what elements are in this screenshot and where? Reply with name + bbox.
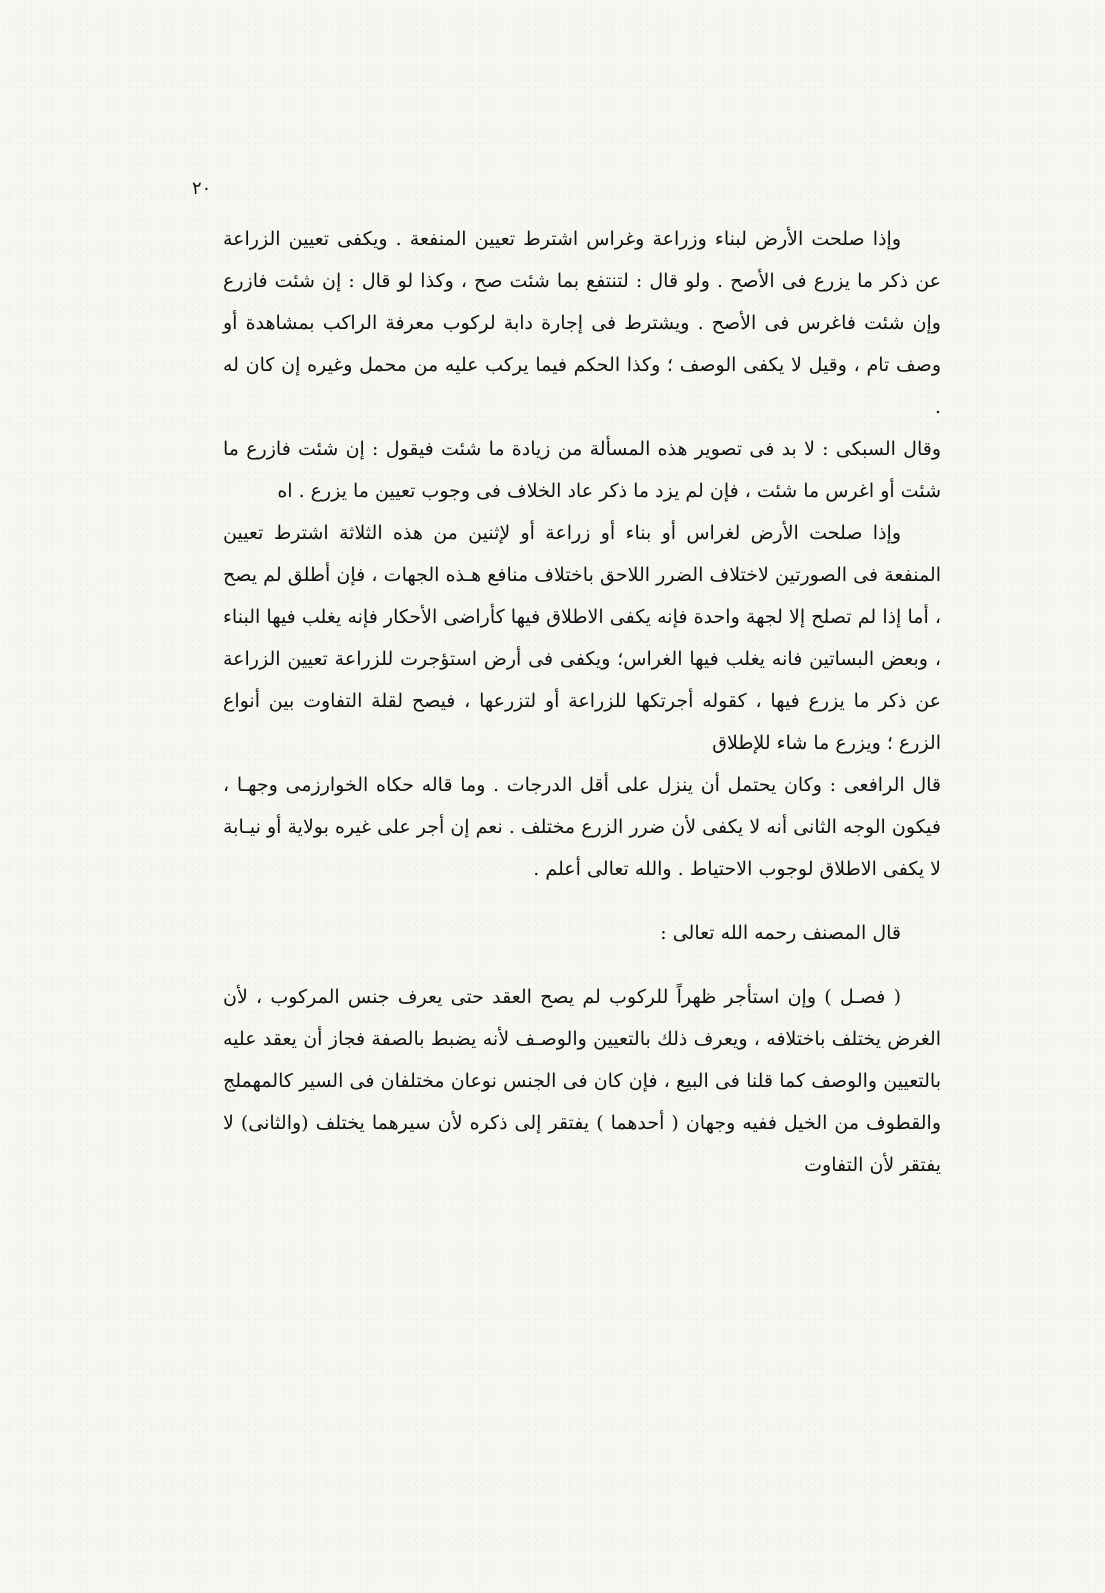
paragraph-1: وإذا صلحت الأرض لبناء وزراعة وغراس اشترط تعيين المنفعة . ويكفى تعيين الزراعة عن ذكر ما يزرع فى الأصح . ولو قال : لتنتفع بما شئت صح ، وكذا لو قال : إن شئت فازرع وإن شئت فاغرس فى الأصح . ويشترط فى إجارة دابة لركوب معرفة الراكب بمشاهدة أو وصف تام ، وقيل لا يكفى الوصف ؛ وكذا الحكم فيما يركب عليه من محمل وغيره إن كان له . <box>223 228 941 418</box>
paragraph-2: وقال السبكى : لا بد فى تصوير هذه المسألة من زيادة ما شئت فيقول : إن شئت فازرع ما شئت أو اغرس ما شئت ، فإن لم يزد ما ذكر عاد الخلاف فى وجوب تعيين ما يزرع . اه <box>223 438 941 502</box>
body-text <box>223 218 941 1186</box>
paragraph-4: قال الرافعى : وكان يحتمل أن ينزل على أقل الدرجات . وما قاله حكاه الخوارزمى وجهـا ، فيكون الوجه الثانى أنه لا يكفى لأن ضرر الزرع مختلف . نعم إن أجر على غيره بولاية أو نيـابة لا يكفى الاطلاق لوجوب الاحتياط . والله تعالى أعلم . <box>223 774 941 880</box>
author-line: قال المصنف رحمه الله تعالى : <box>660 922 901 944</box>
page-number: ٢٠ <box>192 178 212 199</box>
final-paragraph: ( فصـل ) وإن استأجر ظهراً للركوب لم يصح العقد حتى يعرف جنس المركوب ، لأن الغرض يختلف باختلافه ، ويعرف ذلك بالتعيين والوصـف لأنه يضبط بالصفة فجاز أن يعقد عليه بالتعيين والوصف كما قلنا فى البيع ، فإن كان فى الجنس نوعان مختلفان فى السير كالمهملج والقطوف من الخيل ففيه وجهان ( أحدهما ) يفتقر إلى ذكره لأن سيرهما يختلف (والثانى) لا يفتقر لأن التفاوت <box>223 986 941 1176</box>
paragraph-3: وإذا صلحت الأرض لغراس أو بناء أو زراعة أو لإثنين من هذه الثلاثة اشترط تعيين المنفعة فى الصورتين لاختلاف الضرر اللاحق باختلاف منافع هـذه الجهات ، فإن أطلق لم يصح ، أما إذا لم تصلح إلا لجهة واحدة فإنه يكفى الاطلاق فيها كأراضى الأحكار فإنه يغلب فيها البناء ، وبعض البساتين فانه يغلب فيها الغراس؛ ويكفى فى أرض استؤجرت للزراعة تعيين الزراعة عن ذكر ما يزرع فيها ، كقوله أجرتكها للزراعة أو لتزرعها ، فيصح لقلة التفاوت بين أنواع الزرع ؛ ويزرع ما شاء للإطلاق <box>223 522 941 754</box>
